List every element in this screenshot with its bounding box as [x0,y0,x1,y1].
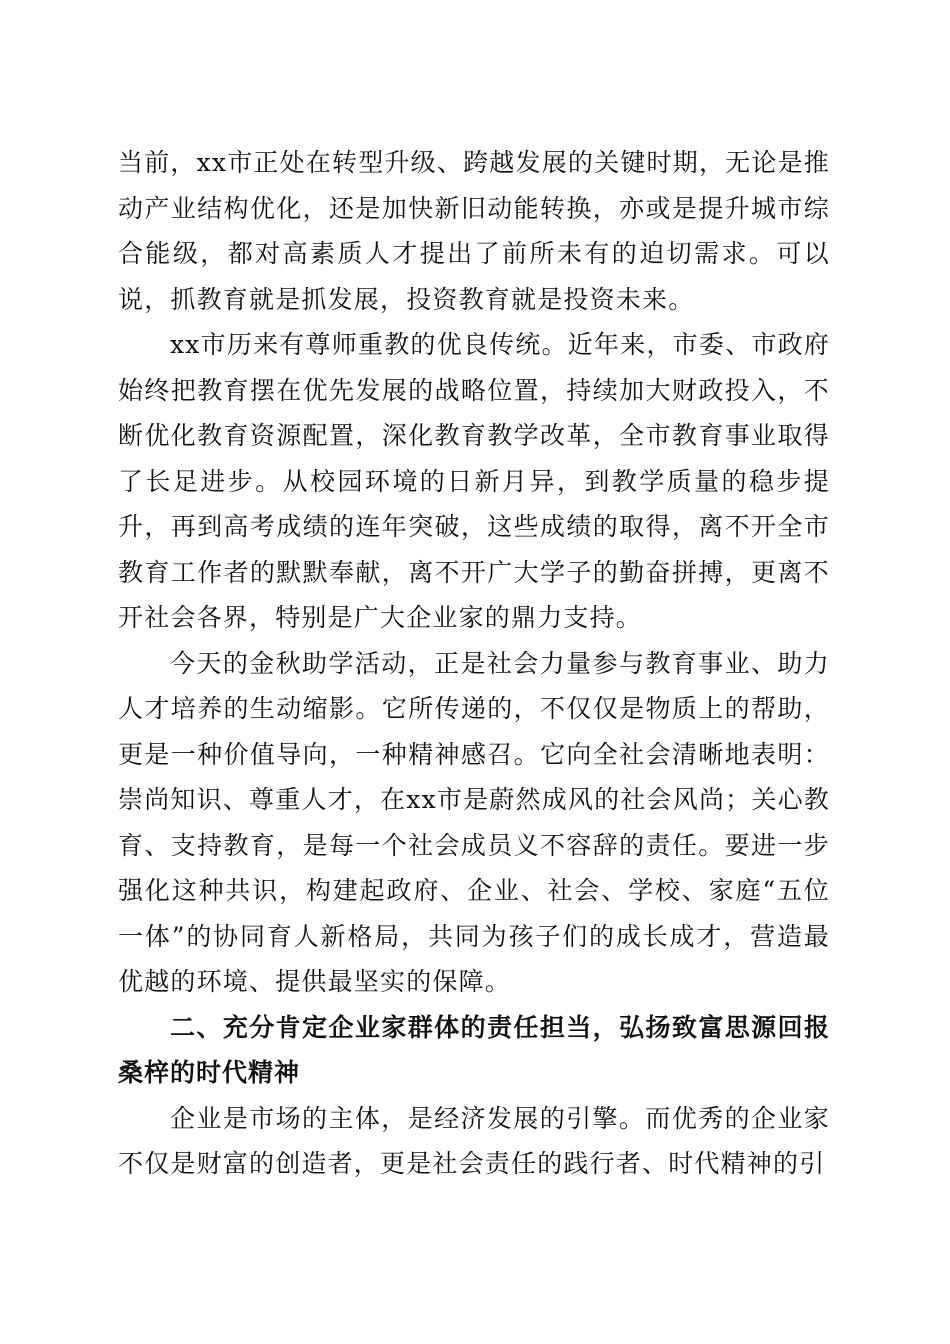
section-heading-two: 二、充分肯定企业家群体的责任担当，弘扬致富思源回报桑梓的时代精神 [118,1012,830,1087]
paragraph-continuation: 当前，xx市正处在转型升级、跨越发展的关键时期，无论是推动产业结构优化，还是加快新旧动能转换，亦或是提升城市综合能级，都对高素质人才提出了前所未有的迫切需求。可以说，抓教育就是抓发展，投资教育就是投资未来。 [118,148,830,314]
paragraph-education-tradition: xx市历来有尊师重教的优良传统。近年来，市委、市政府始终把教育摆在优先发展的战略位置，持续加大财政投入，不断优化教育资源配置，深化教育教学改革，全市教育事业取得了长足进步。从校园环境的日新月异，到教学质量的稳步提升，再到高考成绩的连年突破，这些成绩的取得，离不开全市教育工作者的默默奉献，离不开广大学子的勤奋拼搏，更离不开社会各界，特别是广大企业家的鼎力支持。 [118,330,830,632]
paragraph-autumn-aid-activity: 今天的金秋助学活动，正是社会力量参与教育事业、助力人才培养的生动缩影。它所传递的，不仅仅是物质上的帮助，更是一种价值导向，一种精神感召。它向全社会清晰地表明：崇尚知识、尊重人才，在xx市是蔚然成风的社会风尚；关心教育、支持教育，是每一个社会成员义不容辞的责任。要进一步强化这种共识，构建起政府、企业、社会、学校、家庭“五位一体”的协同育人新格局，共同为孩子们的成长成才，营造最优越的环境、提供最坚实的保障。 [118,648,830,996]
document-body [118,140,830,1187]
paragraph-enterprise: 企业是市场的主体，是经济发展的引擎。而优秀的企业家不仅是财富的创造者，更是社会责任的践行者、时代精神的引 [118,1103,830,1178]
